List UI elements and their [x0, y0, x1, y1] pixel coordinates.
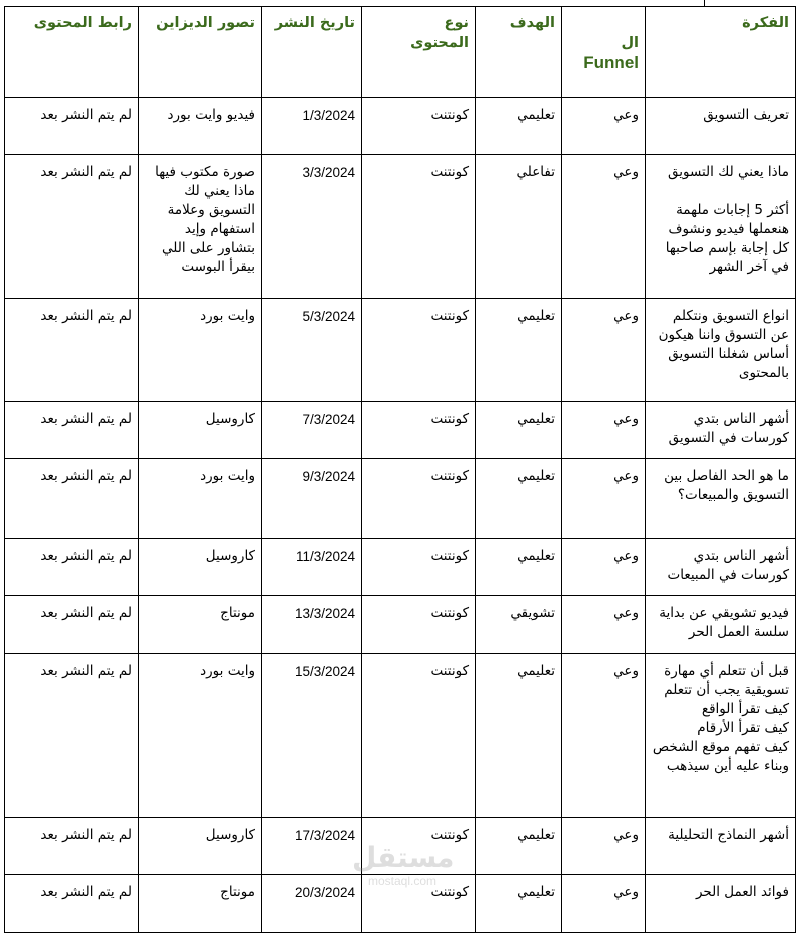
- cell-content-type: كونتنت: [362, 818, 476, 875]
- cell-date: 7/3/2024: [262, 402, 362, 459]
- cell-idea: أشهر الناس بتدي كورسات في التسويق: [646, 402, 796, 459]
- cell-link: لم يتم النشر بعد: [5, 155, 139, 299]
- cell-design: فيديو وايت بورد: [139, 98, 262, 155]
- table-row: [5, 459, 796, 539]
- cell-idea: أشهر النماذج التحليلية: [646, 818, 796, 875]
- cell-link: لم يتم النشر بعد: [5, 402, 139, 459]
- cell-goal: تعليمي: [476, 654, 562, 818]
- cell-date: 20/3/2024: [262, 875, 362, 933]
- cell-content-type: كونتنت: [362, 596, 476, 654]
- header-row: [5, 7, 796, 98]
- cell-funnel: وعي: [562, 875, 646, 933]
- cell-idea: ماذا يعني لك التسويق أكثر 5 إجابات ملهمة هنعملها فيديو ونشوف كل إجابة بإسم صاحبها في آخر الشهر: [646, 155, 796, 299]
- cell-content-type: كونتنت: [362, 539, 476, 596]
- table-row: [5, 402, 796, 459]
- cell-link: لم يتم النشر بعد: [5, 98, 139, 155]
- header-funnel: [562, 7, 646, 98]
- cell-link: لم يتم النشر بعد: [5, 299, 139, 402]
- cell-design: كاروسيل: [139, 402, 262, 459]
- cell-content-type: كونتنت: [362, 155, 476, 299]
- cell-funnel: وعي: [562, 98, 646, 155]
- cell-link: لم يتم النشر بعد: [5, 654, 139, 818]
- cell-content-type: كونتنت: [362, 402, 476, 459]
- cell-date: 9/3/2024: [262, 459, 362, 539]
- table-row: [5, 539, 796, 596]
- cell-goal: تشويقي: [476, 596, 562, 654]
- cell-content-type: كونتنت: [362, 654, 476, 818]
- cell-design: صورة مكتوب فيها ماذا يعني لك التسويق وعلامة استفهام وإيد بتشاور على اللي بيقرأ البوست: [139, 155, 262, 299]
- cell-design: كاروسيل: [139, 818, 262, 875]
- cell-link: لم يتم النشر بعد: [5, 875, 139, 933]
- cell-goal: تعليمي: [476, 459, 562, 539]
- table-row: [5, 654, 796, 818]
- cell-content-type: كونتنت: [362, 98, 476, 155]
- cell-goal: تعليمي: [476, 818, 562, 875]
- header-goal: الهدف: [476, 7, 562, 98]
- cell-design: مونتاج: [139, 596, 262, 654]
- cell-design: وايت بورد: [139, 299, 262, 402]
- cell-date: 1/3/2024: [262, 98, 362, 155]
- watermark-domain: mostaql.com: [367, 874, 437, 888]
- cell-idea: قبل أن تتعلم أي مهارة تسويقية يجب أن تتعلم كيف تقرأ الواقع كيف تقرأ الأرقام كيف تفهم موقع الشخص وبناء عليه أين سيذهب: [646, 654, 796, 818]
- cell-funnel: وعي: [562, 402, 646, 459]
- cell-goal: تعليمي: [476, 98, 562, 155]
- cell-design: مونتاج: [139, 875, 262, 933]
- cell-link: لم يتم النشر بعد: [5, 818, 139, 875]
- cell-goal: تعليمي: [476, 299, 562, 402]
- cell-idea: أشهر الناس بتدي كورسات في المبيعات: [646, 539, 796, 596]
- cell-idea: فيديو تشويقي عن بداية سلسة العمل الحر: [646, 596, 796, 654]
- cell-funnel: وعي: [562, 596, 646, 654]
- cell-link: لم يتم النشر بعد: [5, 539, 139, 596]
- cell-date: 11/3/2024: [262, 539, 362, 596]
- cell-goal: تعليمي: [476, 875, 562, 933]
- table-row: [5, 875, 796, 933]
- table-row: [5, 596, 796, 654]
- header-content-link: رابط المحتوى: [5, 7, 139, 98]
- table-row: [5, 155, 796, 299]
- cell-content-type: كونتنت: [362, 875, 476, 933]
- cell-funnel: وعي: [562, 654, 646, 818]
- header-funnel-prefix: ال: [621, 35, 639, 51]
- table-row: [5, 299, 796, 402]
- cell-design: كاروسيل: [139, 539, 262, 596]
- cell-funnel: وعي: [562, 299, 646, 402]
- header-design-concept: تصور الديزاين: [139, 7, 262, 98]
- cell-link: لم يتم النشر بعد: [5, 596, 139, 654]
- cell-idea: ما هو الحد الفاصل بين التسويق والمبيعات؟: [646, 459, 796, 539]
- cell-date: 13/3/2024: [262, 596, 362, 654]
- cell-link: لم يتم النشر بعد: [5, 459, 139, 539]
- cell-design: وايت بورد: [139, 654, 262, 818]
- cell-goal: تعليمي: [476, 402, 562, 459]
- cell-date: 3/3/2024: [262, 155, 362, 299]
- cell-content-type: كونتنت: [362, 299, 476, 402]
- cell-date: 17/3/2024: [262, 818, 362, 875]
- cell-goal: تفاعلي: [476, 155, 562, 299]
- cell-idea: فوائد العمل الحر: [646, 875, 796, 933]
- table-row: [5, 818, 796, 875]
- cell-goal: تعليمي: [476, 539, 562, 596]
- header-idea: الفكرة: [646, 7, 796, 98]
- cell-idea: تعريف التسويق: [646, 98, 796, 155]
- cell-funnel: وعي: [562, 459, 646, 539]
- cell-idea: انواع التسويق ونتكلم عن التسوق واننا هيكون أساس شغلنا التسويق بالمحتوى: [646, 299, 796, 402]
- content-plan-table: [4, 6, 796, 933]
- watermark-brand: مستقل: [352, 841, 455, 874]
- cell-design: وايت بورد: [139, 459, 262, 539]
- cell-content-type: كونتنت: [362, 459, 476, 539]
- table-row: [5, 98, 796, 155]
- cell-funnel: وعي: [562, 818, 646, 875]
- header-content-type: نوع المحتوى: [362, 7, 476, 98]
- cell-date: 5/3/2024: [262, 299, 362, 402]
- cell-funnel: وعي: [562, 539, 646, 596]
- header-publish-date: تاريخ النشر: [262, 7, 362, 98]
- header-funnel-word: Funnel: [583, 53, 639, 72]
- cell-funnel: وعي: [562, 155, 646, 299]
- cell-date: 15/3/2024: [262, 654, 362, 818]
